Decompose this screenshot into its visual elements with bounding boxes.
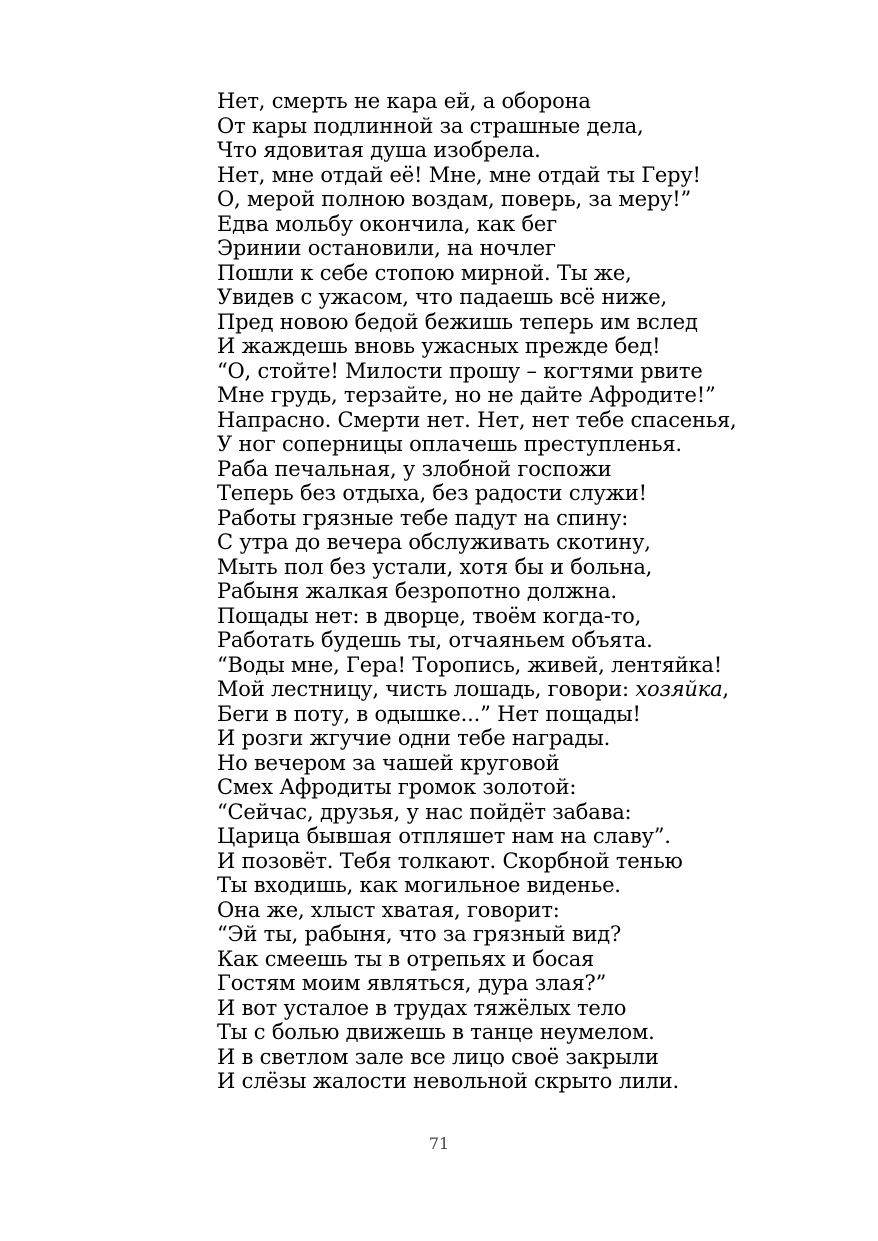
poem-line: Напрасно. Смерти нет. Нет, нет тебе спасенья, (217, 407, 737, 432)
poem-line: Раба печальная, у злобной госпожи (217, 456, 612, 481)
poem-line: От кары подлинной за страшные дела, (217, 113, 644, 138)
italic-word: хозяйка (635, 677, 723, 701)
poem-line: И позовёт. Тебя толкают. Скорбной тенью (217, 848, 683, 873)
poem-line: И жаждешь вновь ужасных прежде бед! (217, 334, 661, 358)
poem-line: Пред новою бедой бежишь теперь им вслед (217, 309, 698, 334)
poem-line: “Сейчас, друзья, у нас пойдёт забава: (217, 799, 632, 824)
poem-line: С утра до вечера обслуживать скотину, (217, 530, 651, 554)
poem-line: Мыть пол без устали, хотя бы и больна, (217, 554, 653, 579)
poem-line-part: Мой лестницу, чисть лошадь, говори: (217, 677, 636, 701)
poem-line: Она же, хлыст хватая, говорит: (217, 897, 560, 922)
poem-line: Царица бывшая отпляшет нам на славу”. (217, 824, 671, 848)
poem-line: Едва мольбу окончила, как бег (217, 211, 557, 236)
poem-line: Эринии остановили, на ночлег (217, 236, 556, 260)
poem-line: Рабыня жалкая безропотно должна. (217, 579, 617, 603)
poem-line: Но вечером за чашей круговой (217, 750, 560, 775)
poem-line: Работы грязные тебе падут на спину: (217, 505, 629, 530)
poem-line: У ног соперницы оплачешь преступленья. (217, 432, 682, 456)
poem-line: Ты входишь, как могильное виденье. (217, 873, 621, 897)
poem-line: “Воды мне, Гера! Торопись, живей, лентяйка! (217, 652, 722, 677)
poem-line-with-italic (217, 677, 777, 702)
poem-line: Увидев с ужасом, что падаешь всё ниже, (217, 285, 667, 309)
poem-line: И вот усталое в трудах тяжёлых тело (217, 995, 627, 1020)
poem-line: Ты с болью движешь в танце неумелом. (217, 1020, 655, 1044)
poem-line: “Эй ты, рабыня, что за грязный вид? (217, 922, 622, 946)
poem-line: Смех Афродиты громок золотой: (217, 775, 577, 799)
poem-line: Теперь без отдыха, без радости служи! (217, 481, 647, 505)
poem-line: И розги жгучие одни тебе награды. (217, 726, 611, 750)
poem-line: Беги в поту, в одышке...” Нет пощады! (217, 701, 641, 726)
poem-line: Пошли к себе стопою мирной. Ты же, (217, 260, 632, 285)
poem-line: Нет, мне отдай её! Мне, мне отдай ты Геру! (217, 162, 701, 187)
poem-line: Что ядовитая душа изобрела. (217, 138, 541, 162)
poem-line: “О, стойте! Милости прошу – когтями рвите (217, 358, 703, 383)
poem-line: Работать будешь ты, отчаяньем объята. (217, 628, 653, 652)
poem-line: Гостям моим являться, дура злая?” (217, 971, 607, 995)
poem-line: О, мерой полною воздам, поверь, за меру!” (217, 187, 692, 211)
page-number: 71 (428, 1134, 450, 1153)
poem-text (217, 89, 777, 1094)
poem-line: Как смеешь ты в отрепьях и босая (217, 946, 595, 971)
poem-line: И в светлом зале все лицо своё закрыли (217, 1044, 659, 1069)
poem-line: Мне грудь, терзайте, но не дайте Афродите!” (217, 383, 716, 407)
poem-line-part: , (722, 677, 729, 701)
poem-line: Пощады нет: в дворце, твоём когда-то, (217, 603, 642, 628)
poem-line: Нет, смерть не кара ей, а оборона (217, 89, 591, 113)
poem-line: И слёзы жалости невольной скрыто лили. (217, 1069, 679, 1093)
